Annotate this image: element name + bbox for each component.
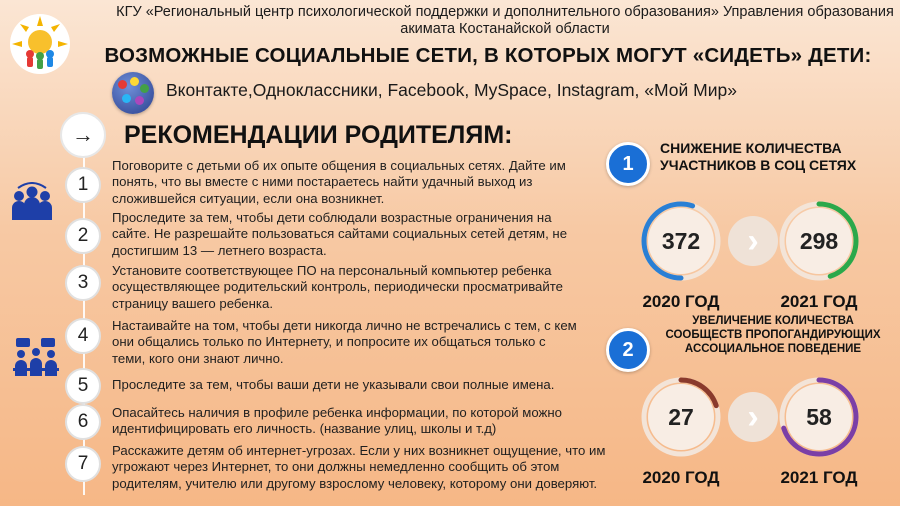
value-2021: 298 — [799, 228, 839, 254]
value-2020: 27 — [668, 404, 694, 430]
step-number: 6 — [65, 404, 101, 440]
block2-title: УВЕЛИЧЕНИЕ КОЛИЧЕСТВА СООБЩЕСТВ ПРОПОГАНДИРУЮЩИХ АССОЦИАЛЬНОЕ ПОВЕДЕНИЕ — [665, 315, 881, 355]
block2-badge: 2 — [606, 328, 650, 372]
group-of-people-icon — [10, 182, 54, 222]
step-text: Проследите за тем, чтобы дети соблюдали возрастные ограничения на сайте. Не разрешайте пользоваться сайтами социальных сетей детям, не достигшим 13 — летнего возраста. — [112, 210, 568, 258]
recommendations-title: РЕКОМЕНДАЦИИ РОДИТЕЛЯМ: — [124, 121, 513, 149]
step-number: 4 — [65, 318, 101, 354]
page-title: ВОЗМОЖНЫЕ СОЦИАЛЬНЫЕ СЕТИ, В КОТОРЫХ МОГУТ «СИДЕТЬ» ДЕТИ: — [104, 44, 872, 67]
step-text: Расскажите детям об интернет-угрозах. Если у них возникнет ощущение, что им угрожают через Интернет, то они должны немедленно сообщить об этом родителям, учителю или другому взрослому человеку, которому они доверяют. — [112, 443, 606, 491]
step-text: Установите соответствующее ПО на персональный компьютер ребенка осуществляющее родительский контроль, периодически просматривайте страницу вашего ребенка. — [112, 263, 563, 311]
year-2021: 2021 ГОД — [780, 292, 858, 311]
year-2020: 2020 ГОД — [642, 468, 720, 487]
arrow-right-icon: → — [60, 112, 106, 158]
social-networks-icon — [112, 72, 154, 114]
step-number: 2 — [65, 218, 101, 254]
block1-title: СНИЖЕНИЕ КОЛИЧЕСТВА УЧАСТНИКОВ В СОЦ СЕТЯХ — [660, 140, 857, 173]
block1-badge: 1 — [606, 142, 650, 186]
year-2020: 2020 ГОД — [642, 292, 720, 311]
logo-icon — [8, 12, 72, 76]
value-2021: 58 — [806, 404, 832, 430]
chevron-right-icon: › — [728, 216, 778, 266]
step-number: 5 — [65, 368, 101, 404]
step-text: Опасайтесь наличия в профиле ребенка информации, по которой можно идентифицировать его личность. (название улиц, школы и т.д) — [112, 405, 562, 437]
chevron-right-icon: › — [728, 392, 778, 442]
year-2021: 2021 ГОД — [780, 468, 858, 487]
step-text: Настаивайте на том, чтобы дети никогда лично не встречались с тем, с кем они общались только по Интернету, и попросите их общаться только с теми, кого они знают лично. — [112, 318, 577, 366]
meeting-people-icon — [13, 336, 59, 378]
step-number: 1 — [65, 167, 101, 203]
step-number: 3 — [65, 265, 101, 301]
organization-name: КГУ «Региональный центр психологической поддержки и дополнительного образования» Управления образования акимата Костанайской области — [116, 4, 894, 37]
step-text: Проследите за тем, чтобы ваши дети не указывали свои полные имена. — [112, 377, 555, 392]
step-text: Поговорите с детьми об их опыте общения в социальных сетях. Дайте им понять, что вы вместе с ними постараетесь найти удачный выход из сложившейся ситуации, если она возникнет. — [112, 158, 566, 206]
social-networks-list: Вконтакте,Одноклассники, Facebook, MySpace, Instagram, «Мой Мир» — [166, 80, 737, 100]
value-2020: 372 — [661, 228, 701, 254]
step-number: 7 — [65, 446, 101, 482]
